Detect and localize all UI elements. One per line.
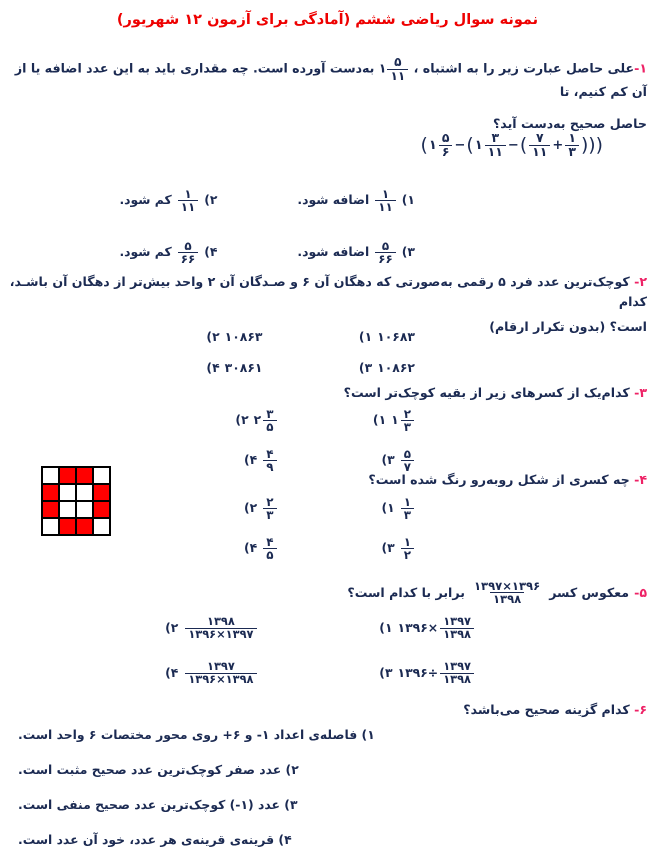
question-1-option-1[interactable]: ۱) $\frac{۱}{۱۱}$ اضافه شود. <box>297 187 415 215</box>
question-2-text-line2: است؟ (بدون تکرار ارقام) <box>489 319 647 335</box>
question-3-option-4[interactable]: $\frac{۴}{۹}$ ۴) <box>140 448 278 474</box>
question-5-fraction: $\frac{۱۳۹۶\times ۱۳۹۷}{۱۳۹۸}$ <box>473 579 541 607</box>
question-4-option-3[interactable]: $\frac{۱}{۲}$ ۳) <box>278 536 416 562</box>
expression-open-paren-1: ( <box>420 134 428 156</box>
expression-open-paren-3: ( <box>519 134 528 156</box>
question-3-options <box>140 408 415 474</box>
question-1-expression <box>421 132 603 159</box>
expression-minus-2: − <box>507 137 519 153</box>
expression-close-parens: ))) <box>580 134 603 156</box>
question-5-option-4[interactable]: $\frac{۱۳۹۷}{۱۳۹۶\times ۱۳۹۸}$ ۴) <box>40 661 258 686</box>
option-mixed-number: ۱ $\frac{۲}{۳}$ <box>391 408 415 434</box>
question-6-options <box>8 727 647 867</box>
question-2 <box>8 272 647 337</box>
grid-cell <box>93 484 110 501</box>
question-1-mixed-fraction: $\frac{۵}{۱۱}$ <box>387 56 408 82</box>
question-6-option-4[interactable]: ۴) قرینه‌ی قرینه‌ی هر عدد، خود آن عدد است. <box>18 832 292 847</box>
option-value: ۳۰۸۶۱ <box>224 359 263 375</box>
question-1-option-3[interactable]: ۳) $\frac{۵}{۶۶}$ اضافه شود. <box>297 238 415 267</box>
question-1-text-line2: حاصل صحیح به‌دست آید؟ <box>492 115 647 131</box>
option-suffix: کم شود. <box>119 244 172 260</box>
question-3 <box>8 383 647 403</box>
grid-cell <box>76 467 93 484</box>
question-5-options <box>40 616 475 685</box>
question-3-text-line1: ۳- کدام‌یک از کسرهای زیر از بقیه کوچک‌تر است؟ <box>343 385 647 400</box>
grid-cell <box>42 467 59 484</box>
option-value: ۱۰۸۶۲ <box>377 359 415 375</box>
question-2-option-1[interactable]: ۱۰۶۸۳ ۱) <box>358 329 415 344</box>
option-expression: $\frac{۱۳۹۸}{۱۳۹۶\times ۱۳۹۷}$ <box>183 616 257 641</box>
option-value: ۱۰۶۸۳ <box>377 329 415 344</box>
option-fraction: $\frac{۵}{۷}$ <box>400 448 415 474</box>
question-3-option-3[interactable]: $\frac{۵}{۷}$ ۳) <box>278 448 416 474</box>
question-4-option-1[interactable]: $\frac{۱}{۳}$ ۱) <box>278 496 416 522</box>
grid-cell <box>76 518 93 535</box>
question-1-text <box>8 56 647 102</box>
expression-plus: + <box>552 137 564 153</box>
question-2-option-3[interactable]: ۱۰۸۶۲ ۳) <box>358 359 415 375</box>
question-5-option-1[interactable]: ۱۳۹۶× $\frac{۱۳۹۷}{۱۳۹۸}$ ۱) <box>258 616 476 641</box>
option-suffix: اضافه شود. <box>297 244 370 260</box>
question-5-text <box>8 580 647 605</box>
shaded-grid-figure <box>41 466 111 536</box>
grid-cell <box>59 467 76 484</box>
question-4-text-line1: ۴- چه کسری از شکل روبه‌رو رنگ شده است؟ <box>368 472 647 487</box>
grid-cell <box>76 501 93 518</box>
question-5-text-prefix: معکوس کسر <box>549 584 630 600</box>
question-5-option-2[interactable]: $\frac{۱۳۹۸}{۱۳۹۶\times ۱۳۹۷}$ ۲) <box>40 616 258 641</box>
option-value: ۱۰۸۶۳ <box>224 329 263 344</box>
question-1-mixed-whole: ۱ <box>378 60 387 76</box>
question-3-number: ۳- <box>634 385 647 400</box>
grid-cell <box>93 467 110 484</box>
question-4-option-2[interactable]: $\frac{۲}{۳}$ ۲) <box>140 496 278 522</box>
page-title: نمونه سوال ریاضی ششم (آمادگی برای آزمون ۱۲ شهریور) <box>116 12 539 28</box>
option-fraction: $\frac{۴}{۵}$ <box>262 536 277 562</box>
question-6 <box>8 700 647 720</box>
option-suffix: اضافه شود. <box>297 192 370 208</box>
expression-minus-1: − <box>454 137 466 153</box>
expression-open-paren-2: ( <box>466 134 474 156</box>
option-fraction: $\frac{۱}{۲}$ <box>400 536 415 562</box>
question-1-options <box>20 188 415 266</box>
expression-whole-1: ۱ <box>428 137 437 153</box>
option-expression: $\frac{۱۳۹۷}{۱۳۹۶\times ۱۳۹۸}$ <box>183 661 257 686</box>
option-fraction: $\frac{۴}{۹}$ <box>262 448 277 474</box>
question-5-number: ۵- <box>634 584 647 600</box>
option-fraction: $\frac{۵}{۶۶}$ <box>375 240 396 266</box>
question-6-option-3[interactable]: ۳) عدد (۱-) کوچک‌ترین عدد صحیح منفی است. <box>18 797 298 812</box>
question-1-number: ۱- <box>634 60 647 76</box>
option-expression: ۱۳۹۶÷ $\frac{۱۳۹۷}{۱۳۹۸}$ <box>398 661 475 686</box>
grid-cell <box>59 501 76 518</box>
grid-cell <box>93 501 110 518</box>
grid-cell <box>93 518 110 535</box>
question-4-number: ۴- <box>634 472 647 487</box>
question-1-option-2[interactable]: ۲) $\frac{۱}{۱۱}$ کم شود. <box>119 187 218 215</box>
option-mixed-number: ۲ $\frac{۳}{۵}$ <box>254 408 278 434</box>
expression-fraction-1: $\frac{۵}{۶}$ <box>439 132 453 159</box>
grid-cell <box>76 484 93 501</box>
question-1-text-part1: علی حاصل عبارت زیر را به اشتباه ، <box>413 60 635 76</box>
question-5-option-3[interactable]: ۱۳۹۶÷ $\frac{۱۳۹۷}{۱۳۹۸}$ ۳) <box>258 661 476 686</box>
grid-cell <box>42 501 59 518</box>
question-6-number: ۶- <box>634 702 647 717</box>
expression-fraction-2: $\frac{۳}{۱۱}$ <box>485 132 506 159</box>
question-3-option-1[interactable]: ۱ $\frac{۲}{۳}$ ۱) <box>278 408 416 434</box>
grid-cell <box>59 484 76 501</box>
question-2-option-4[interactable]: ۳۰۸۶۱ ۴) <box>206 359 263 375</box>
option-fraction: $\frac{۱}{۳}$ <box>400 496 415 522</box>
grid-cell <box>59 518 76 535</box>
question-2-text-line1: ۲- کوچک‌ترین عدد فرد ۵ رقمی به‌صورتی که دهگان آن ۶ و صـدگان آن ۲ واحد بیش‌تر از دهگان آن باشـد، کدام <box>9 274 647 309</box>
question-4-option-4[interactable]: $\frac{۴}{۵}$ ۴) <box>140 536 278 562</box>
question-1-text-part2: به‌دست آورده است. چه مقداری باید به این عدد اضافه یا از آن کم کنیم، تا <box>14 60 647 100</box>
question-2-number: ۲- <box>634 274 647 289</box>
expression-fraction-3: $\frac{۷}{۱۱}$ <box>529 132 550 159</box>
question-5-text-suffix: برابر با کدام است؟ <box>347 584 465 600</box>
question-5 <box>8 580 647 605</box>
option-suffix: کم شود. <box>119 192 172 208</box>
question-6-text-line1: ۶- کدام گزینه صحیح می‌باشد؟ <box>463 702 647 717</box>
question-2-option-2[interactable]: ۱۰۸۶۳ ۲) <box>206 329 263 344</box>
option-fraction: $\frac{۲}{۳}$ <box>262 496 277 522</box>
grid-cell <box>42 484 59 501</box>
question-4-options <box>140 496 415 562</box>
option-fraction: $\frac{۱}{۱۱}$ <box>178 188 199 214</box>
expression-whole-2: ۱ <box>474 137 483 153</box>
question-6-option-1[interactable]: ۱) فاصله‌ی اعداد ۱- و ۶+ روی محور مختصات ۶ واحد است. <box>18 727 375 742</box>
option-expression: ۱۳۹۶× $\frac{۱۳۹۷}{۱۳۹۸}$ <box>398 616 475 641</box>
question-3-option-2[interactable]: ۲ $\frac{۳}{۵}$ ۲) <box>140 408 278 434</box>
question-1 <box>8 56 647 133</box>
question-6-option-2[interactable]: ۲) عدد صفر کوچک‌ترین عدد صحیح مثبت است. <box>18 762 299 777</box>
question-1-option-4[interactable]: ۴) $\frac{۵}{۶۶}$ کم شود. <box>119 238 218 267</box>
option-fraction: $\frac{۵}{۶۶}$ <box>178 240 199 266</box>
grid-cell <box>42 518 59 535</box>
expression-fraction-4: $\frac{۱}{۳}$ <box>565 132 579 159</box>
option-fraction: $\frac{۱}{۱۱}$ <box>375 188 396 214</box>
question-2-options <box>110 330 415 376</box>
